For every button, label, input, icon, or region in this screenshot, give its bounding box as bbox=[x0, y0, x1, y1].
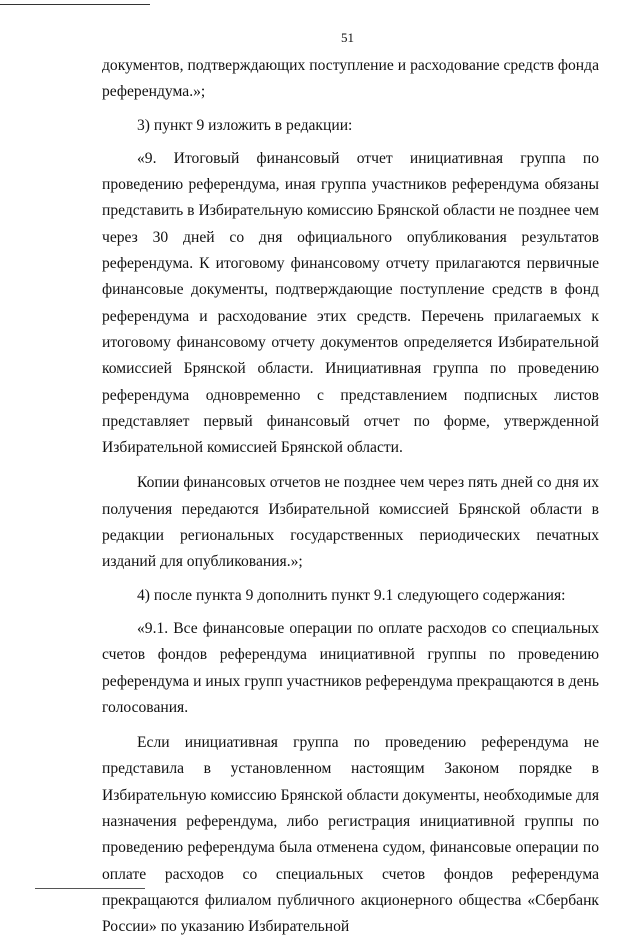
paragraph-item-3: 3) пункт 9 изложить в редакции: bbox=[137, 116, 353, 134]
paragraph-if-initiative-group: Если инициативная группа по проведению референдума не представила в установленном настоящим Законом порядке в Избирательную комиссию Брянской области документы, необходимые для назначения референдума, либо регистрация инициативной группы по проведению референдума была отменена судом, финансовые операции по оплате расходов со специальных счетов фондов референдума прекращаются филиалом публичного акционерного общества «Сбербанк России» по указанию Избирательной bbox=[102, 734, 599, 936]
scan-edge-line-bottom bbox=[35, 888, 145, 889]
scan-edge-line-top bbox=[0, 4, 150, 5]
document-body bbox=[102, 53, 599, 941]
paragraph-point-9: «9. Итоговый финансовый отчет инициативная группа по проведению референдума, иная группа участников референдума обязаны представить в Избирательную комиссию Брянской области не позднее чем через 30 дней со дня официального опубликования результатов референдума. К итоговому финансовому отчету прилагаются первичные финансовые документы, подтверждающие поступление средств в фонд референдума и расходование этих средств. Перечень прилагаемых к итоговому финансовому отчету документов определяется Избирательной комиссией Брянской области. Инициативная группа по проведению референдума одновременно с представлением подписных листов представляет первый финансовый отчет по форме, утвержденной Избирательной комиссией Брянской области. bbox=[102, 149, 599, 457]
paragraph-copies-reports: Копии финансовых отчетов не позднее чем через пять дней со дня их получения передаются Избирательной комиссией Брянской области в редакции региональных государственных периодических печатных изданий для опубликования.»; bbox=[102, 474, 599, 571]
page-number: 51 bbox=[341, 30, 354, 45]
paragraph-item-4: 4) после пункта 9 дополнить пункт 9.1 следующего содержания: bbox=[137, 586, 566, 604]
paragraph-continuation: документов, подтверждающих поступление и расходование средств фонда референдума.»; bbox=[102, 57, 599, 101]
paragraph-point-9-1: «9.1. Все финансовые операции по оплате расходов со специальных счетов фондов референдума инициативной группы по проведению референдума и иных групп участников референдума прекращаются в день голосования. bbox=[102, 619, 599, 716]
